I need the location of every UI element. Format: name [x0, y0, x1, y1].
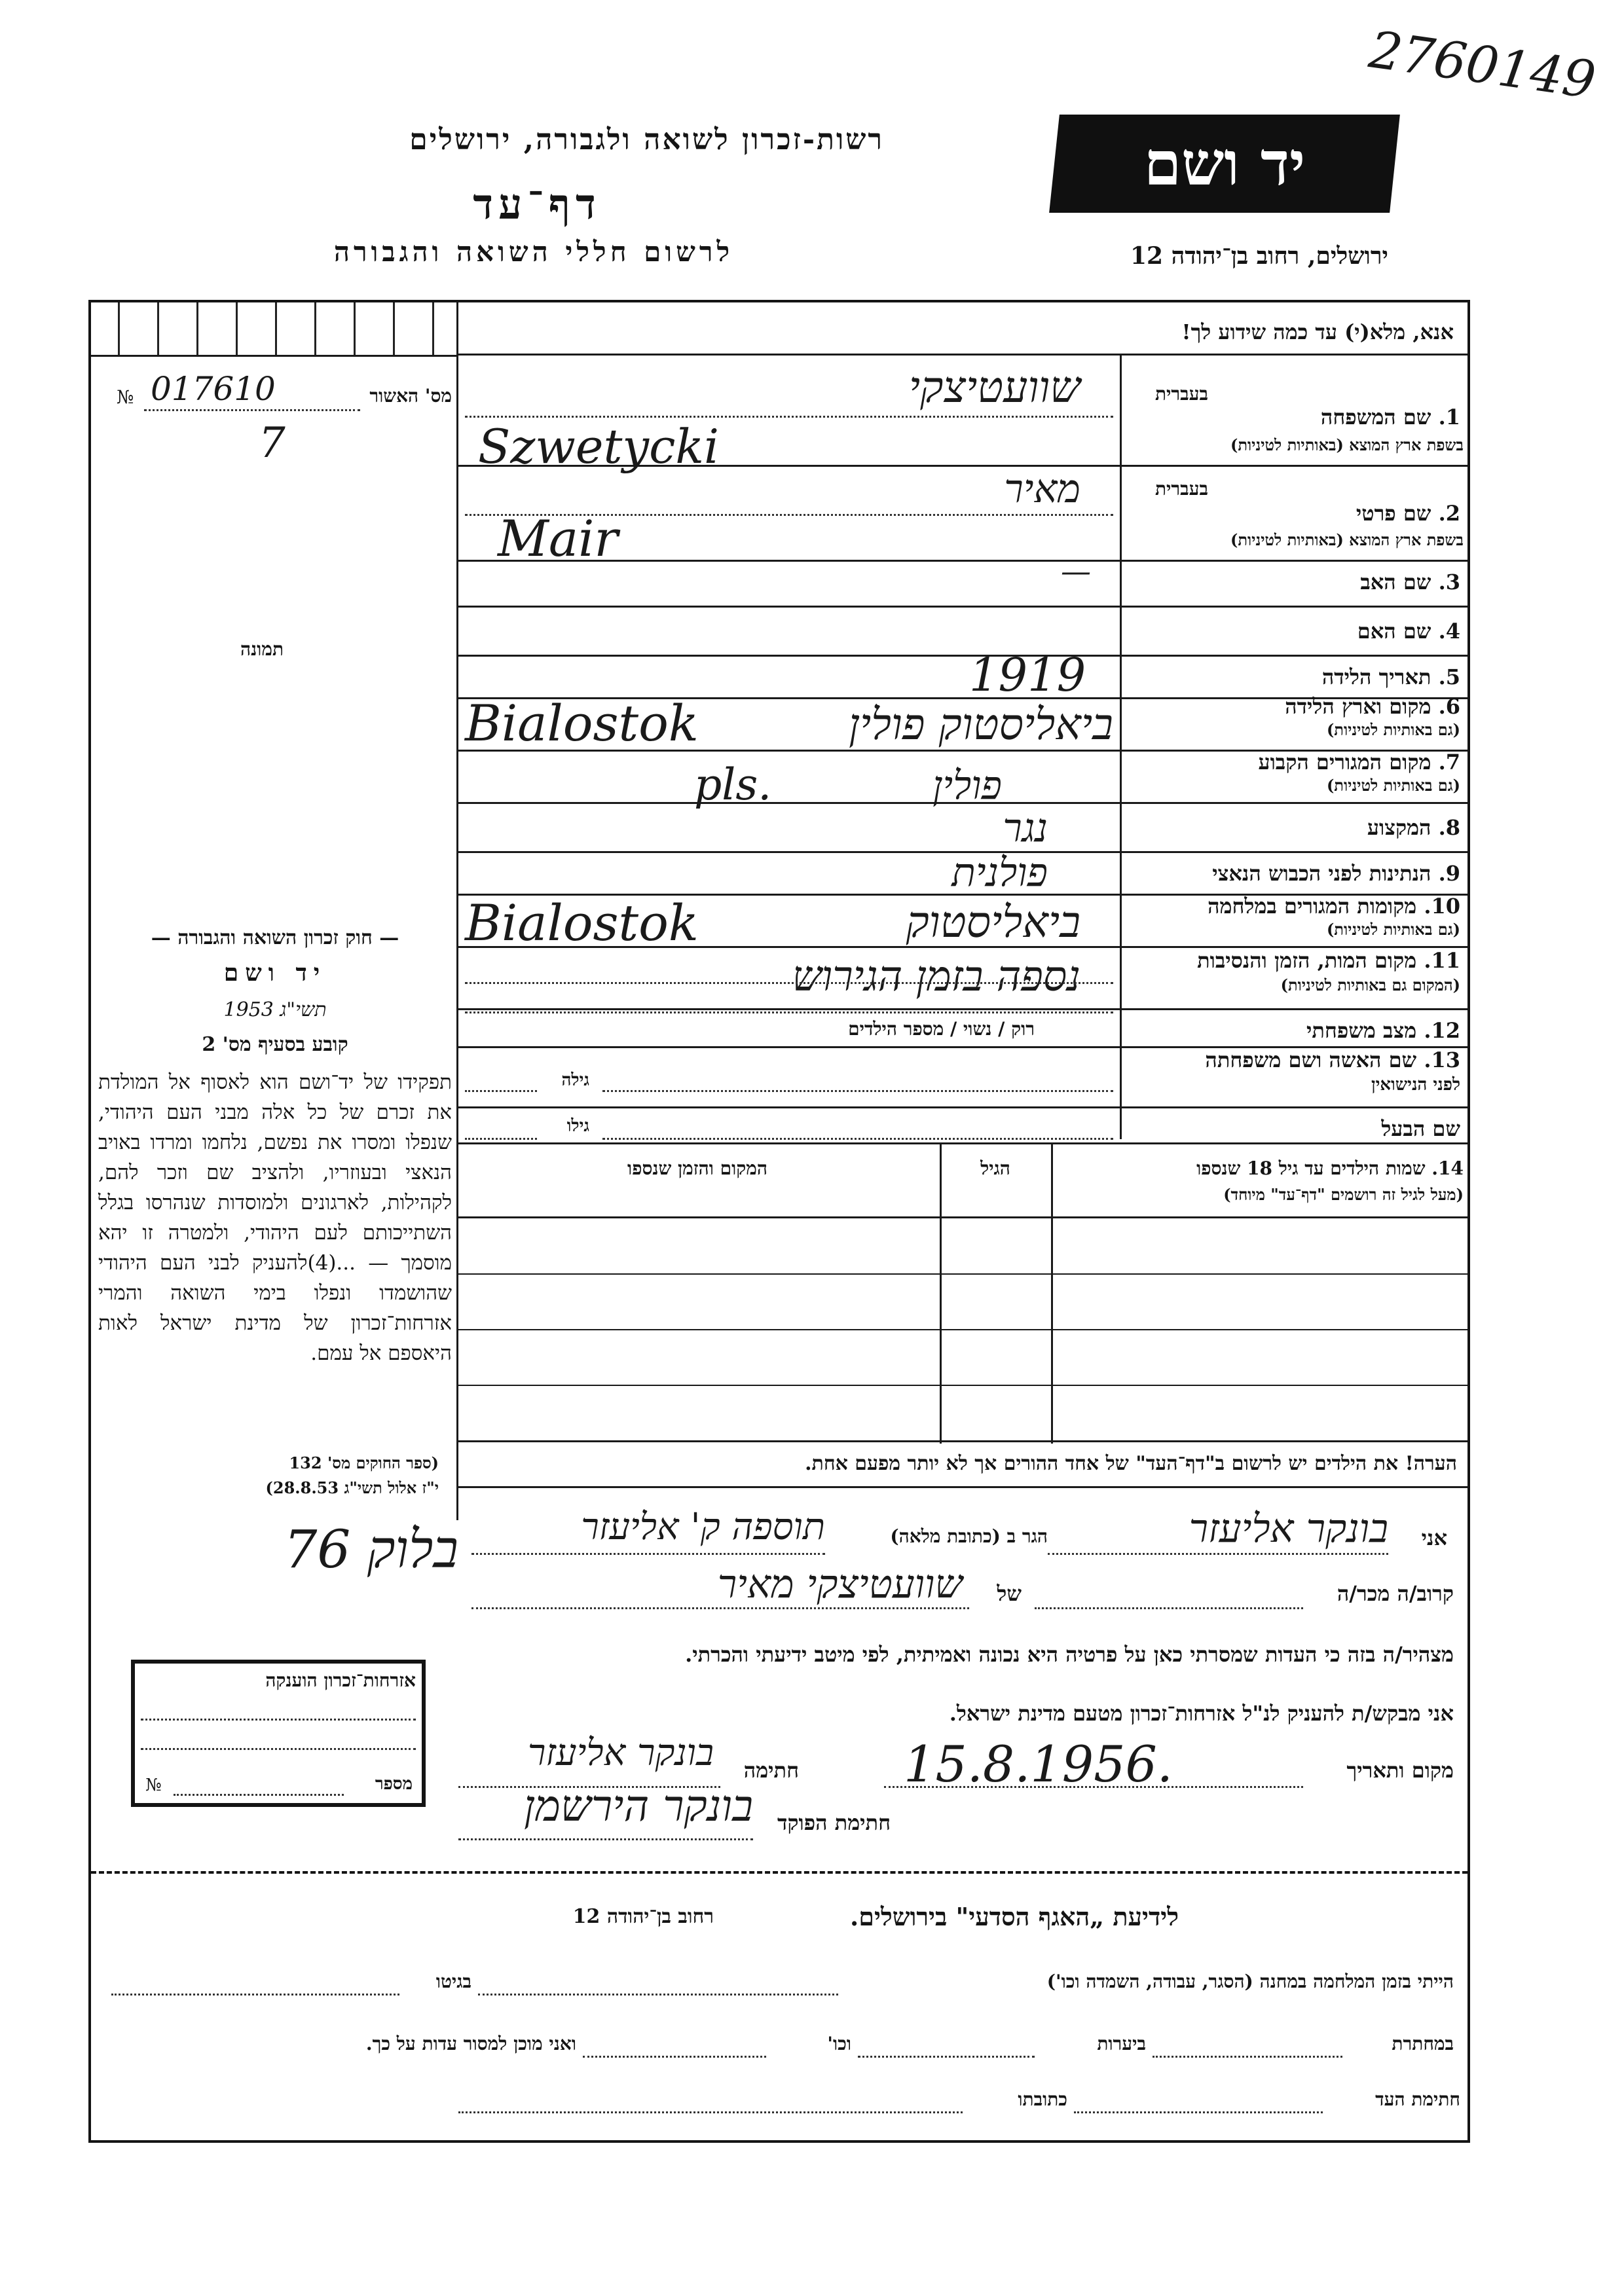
law-section: קובע בסעיף מס' 2 [202, 1033, 348, 1056]
ticks [92, 302, 456, 355]
field-10-label-text: מקומות המגורים במלחמה [1208, 894, 1417, 919]
form-subtitle: לרשום חללי השואה והגבורה [333, 236, 734, 268]
children-bottom-rule [456, 1440, 1467, 1442]
law-name: יד ושם [223, 959, 327, 987]
logo-text: יד ושם [1143, 128, 1306, 199]
field-1-sub-foreign: בשפת ארץ המוצא (באותיות לטיניות) [1230, 435, 1464, 454]
field-1-number: 1. [1438, 405, 1460, 429]
field-12-options: רוק / נשוי / מספר הילדים [848, 1018, 1035, 1040]
relative-of-line [471, 1607, 969, 1609]
authority-line: רשות-זכרון לשואה ולגבורה, ירושלים [409, 123, 884, 156]
law-title: — חוק זכרון השואה והגבורה — [151, 926, 399, 949]
field-3-label [1130, 570, 1460, 594]
field-10-label [1130, 894, 1460, 919]
field-9-label [1130, 861, 1460, 886]
field-2-sub-hebrew: בעברית [1154, 478, 1208, 500]
field-11-line-1 [465, 982, 1113, 984]
field-2-value-hebrew: מאיר [1004, 466, 1080, 512]
field-10-value-hebrew: ביאליסטוק [906, 897, 1080, 947]
footer-underground-label: במחתרת [1392, 2033, 1454, 2054]
field-9-number: 9. [1438, 861, 1460, 886]
field-10-value-latin: Bialostok [465, 894, 699, 952]
husband-age-line [465, 1138, 537, 1140]
field-8-label [1130, 815, 1460, 840]
footer-ghetto-label: בגיטו [435, 1971, 471, 1992]
field-6-number: 6. [1438, 694, 1460, 719]
approval-no-handwritten: 017610 [151, 370, 276, 408]
field-6-label [1130, 694, 1460, 719]
footer-underground-line [1153, 2056, 1342, 2058]
field-7-value-latin: pls. [694, 759, 772, 810]
field-7-number: 7. [1438, 750, 1460, 774]
field-8-number: 8. [1438, 815, 1460, 840]
field-2-sub-foreign: בשפת ארץ המוצא (באותיות לטיניות) [1230, 530, 1464, 549]
footer-camp-line [478, 1994, 838, 1995]
field-14-number: 14. [1431, 1157, 1464, 1179]
field-2-label-text: שם פרטי [1356, 501, 1431, 526]
field-13-label [1130, 1048, 1460, 1072]
field-4-number: 4. [1438, 619, 1460, 644]
field-13-sub: לפני הנישואין [1371, 1075, 1460, 1095]
field-2-label [1130, 501, 1460, 526]
certificate-line-1 [141, 1719, 416, 1721]
label-column-divider [1120, 354, 1122, 1139]
field-3-label-text: שם האב [1360, 570, 1431, 594]
field-12-label [1130, 1018, 1460, 1043]
of-label: של [997, 1581, 1022, 1606]
children-header-age: הגיל [980, 1157, 1010, 1179]
children-col-divider-2 [940, 1142, 942, 1444]
husband-rule [456, 1142, 1467, 1144]
husband-label: שם הבעל [1381, 1116, 1460, 1141]
field-13-rule [456, 1106, 1467, 1108]
field-6-sub: (גם באותיות לטיניות) [1326, 720, 1460, 739]
field-12-number: 12. [1424, 1018, 1460, 1043]
field-1-sub-hebrew: בעברית [1154, 383, 1208, 405]
children-header-place: המקום והזמן שנספו [627, 1157, 767, 1179]
field-8-value: נגר [1003, 805, 1048, 851]
field-1-label-text: שם המשפחה [1320, 405, 1431, 429]
field-13-label-text: שם האשה ושם משפחתה [1205, 1048, 1417, 1072]
footer-address: רחוב בן־יהודה 12 [572, 1905, 714, 1928]
place-date-label: מקום ותאריך [1346, 1758, 1454, 1783]
field-11-value: נספה בזמן הגירוש [792, 953, 1080, 1001]
field-13-age-line [465, 1090, 537, 1092]
footer-forests-line [858, 2056, 1035, 2058]
law-reference-1: (ספר החוקים מס' 132 [289, 1453, 439, 1472]
field-7-rule [456, 802, 1467, 804]
field-1-label [1130, 405, 1460, 429]
declarant-name-handwritten: בונקר אליעזר [1189, 1506, 1388, 1552]
field-6-label-text: מקום וארץ הלידה [1285, 694, 1431, 719]
place-date-line [884, 1786, 1303, 1788]
declarant-i-label: אני [1421, 1525, 1447, 1550]
note-text: הערה! את הילדים יש לרשום ב"דף־העד" של אחד ההורים אך לא יותר מפעם אחת. [805, 1452, 1457, 1475]
field-2-rule [456, 560, 1467, 562]
field-7-sub: (גם באותיות לטיניות) [1326, 776, 1460, 795]
certificate-no-label: מספר [375, 1774, 413, 1794]
officer-label: חתימת הפוקד [777, 1810, 891, 1835]
children-header-rule [456, 1216, 1467, 1218]
field-10-sub: (גם באותיות לטיניות) [1326, 920, 1460, 939]
field-5-value: 1919 [969, 648, 1086, 702]
field-4-label-text: שם האם [1357, 619, 1431, 644]
field-1-value-latin: Szwetycki [478, 419, 720, 474]
declarant-address-line [471, 1553, 825, 1555]
certificate-title: אזרחות־זכרון הוענקה [265, 1669, 416, 1691]
field-9-value: פולנית [951, 850, 1048, 896]
children-header-name [1051, 1157, 1464, 1180]
husband-age-label: גילו [566, 1116, 589, 1136]
request-text: אני מבקש/ת להעניק לנ"ל אזרחות־זכרון מטעם מדינת ישראל. [949, 1701, 1454, 1726]
declaration-text: מצהיר/ה בזה כי העדות שמסרתי כאן על פרטיה היא נכונה ואמיתית, לפי מיטב ידיעתי והכרתי. [685, 1642, 1454, 1667]
husband-name-line [602, 1138, 1113, 1140]
signature-label: חתימה [743, 1758, 799, 1783]
yad-vashem-logo [1049, 115, 1400, 213]
field-9-label-text: הנתינות לפני הכבוש הנאצי [1212, 861, 1431, 886]
date-handwritten: 15.8.1956. [904, 1735, 1173, 1793]
form-title: דף־עד [473, 180, 601, 229]
footer-witness-signature-line [1074, 2111, 1323, 2113]
field-4-label [1130, 619, 1460, 644]
footer-ghetto-line [111, 1994, 399, 1995]
address-line: ירושלים, רחוב בן־יהודה 12 [1130, 242, 1388, 270]
instruction-text: אנא, מלא(י) עד כמה שידוע לך! [1181, 319, 1454, 344]
declarant-name-line [1048, 1553, 1388, 1555]
certificate-line-2 [141, 1748, 416, 1750]
footer-testify-text: ואני מוכן למסור עדות על כך. [365, 2033, 576, 2054]
children-header-sub: (מעל לגיל זה רושמים "דף־עד" מיוחד) [1223, 1185, 1464, 1204]
field-7-value-hebrew: פולין [932, 763, 1002, 809]
field-4-rule [456, 655, 1467, 657]
photo-label: תמונה [240, 638, 284, 660]
field-11-label [1130, 948, 1460, 973]
footer-etc-label: וכו' [827, 2033, 851, 2054]
footer-witness-signature-label: חתימת העד [1375, 2088, 1460, 2110]
field-11-line-2 [465, 1011, 1113, 1013]
field-6-value-latin: Bialostok [465, 694, 699, 752]
note-rule [456, 1486, 1467, 1488]
field-5-label-text: תאריך הלידה [1321, 665, 1431, 689]
field-2-value-latin: Mair [498, 509, 618, 568]
field-3-value: — [1061, 553, 1091, 589]
field-12-label-text: מצב משפחתי [1306, 1018, 1417, 1043]
signature-handwritten: בונקר אליעזר [527, 1732, 714, 1774]
officer-signature-handwritten: בונקר הירשמן [524, 1781, 753, 1831]
footer-separator [91, 1871, 1467, 1874]
footer-camp-text: הייתי בזמן המלחמה במחנה (הסגר, עבודה, השמדה וכו') [1046, 1971, 1454, 1992]
footer-witness-address-line [458, 2111, 963, 2113]
children-row-1 [456, 1273, 1467, 1275]
footer-forests-label: ביערות [1097, 2033, 1146, 2054]
left-column-divider [456, 302, 458, 1520]
declarant-residing-label: הגר ב (כתובת מלאה) [890, 1525, 1048, 1547]
field-8-label-text: המקצוע [1367, 815, 1431, 840]
children-col-divider-1 [1051, 1142, 1053, 1444]
field-10-number: 10. [1424, 894, 1460, 919]
field-11-sub: (המקום גם באותיות לטיניות) [1280, 975, 1460, 994]
field-11-label-text: מקום המות, הזמן והנסיבות [1197, 948, 1417, 973]
field-7-label [1130, 750, 1460, 774]
field-2-number: 2. [1438, 501, 1460, 526]
approval-no-line [144, 409, 360, 411]
approval-no-prefix: № [117, 386, 134, 408]
certificate-no-prefix: № [145, 1776, 162, 1795]
field-11-rule [456, 1008, 1467, 1010]
children-row-2 [456, 1329, 1467, 1330]
field-13-number: 13. [1424, 1048, 1460, 1072]
field-1-line-hebrew [465, 416, 1113, 418]
archive-number-handwritten: 2760149 [1365, 20, 1599, 111]
field-13-age-label: גילה [561, 1070, 589, 1090]
field-6-value-hebrew: ביאליסטוק פולין [849, 699, 1113, 750]
officer-line [458, 1838, 753, 1840]
approval-suffix-handwritten: 7 [259, 419, 286, 467]
footer-etc-line [583, 2056, 766, 2058]
field-13-name-line [602, 1090, 1113, 1092]
law-text: תפקידו של יד־ושם הוא לאסוף אל המולדת את זכרם של כל אלה מבני העם היהודי, שנפלו ומסרו את נפשם, נלחמו ומרדו באויב הנאצי ובעוזריו, ולהציב שם וזכר להם, לקהילות, לארגונים ולמוסדות שנהרסו בגלל השתייכותם לעם היהודי, ולמטרה זו יהא מוסמך — ...(4)להעניק לבני העם היהודי שהושמדו ונפלו בימי השואה והמרי אזרחות־זכרון של מדינת ישראל לאות היאספם אל עמם. [98, 1070, 452, 1365]
footer-witness-address-label: כתובתו [1018, 2088, 1067, 2110]
relative-line [1035, 1607, 1303, 1609]
declarant-address-handwritten: תוספה ק' אליעזר [581, 1506, 825, 1548]
footer-title: לידיעת „האגף הסדעי" בירושלים. [850, 1902, 1179, 1931]
instruction-rule [456, 354, 1467, 355]
left-top-rule [91, 355, 456, 357]
block-number-handwritten: בלוק 76 [284, 1519, 458, 1580]
field-5-label [1130, 665, 1460, 689]
field-11-number: 11. [1424, 948, 1460, 973]
approval-no-label: מס' האשור [369, 385, 452, 407]
relative-label: קרוב/ה מכר/ה [1337, 1581, 1454, 1606]
field-3-number: 3. [1438, 570, 1460, 594]
field-1-value-hebrew: שוועטיצקי [908, 362, 1080, 412]
children-row-3 [456, 1385, 1467, 1386]
children-header-text: שמות הילדים עד גיל 18 שנספו [1196, 1157, 1426, 1179]
law-year: תשי"ג 1953 [223, 998, 327, 1021]
law-reference-2: י"ז אלול תשי"ג 28.8.53) [265, 1478, 439, 1497]
field-5-number: 5. [1438, 665, 1460, 689]
field-7-label-text: מקום המגורים הקבוע [1258, 750, 1431, 774]
relative-of-handwritten: שוועטיצקי מאיר [717, 1561, 963, 1607]
field-3-rule [456, 606, 1467, 608]
